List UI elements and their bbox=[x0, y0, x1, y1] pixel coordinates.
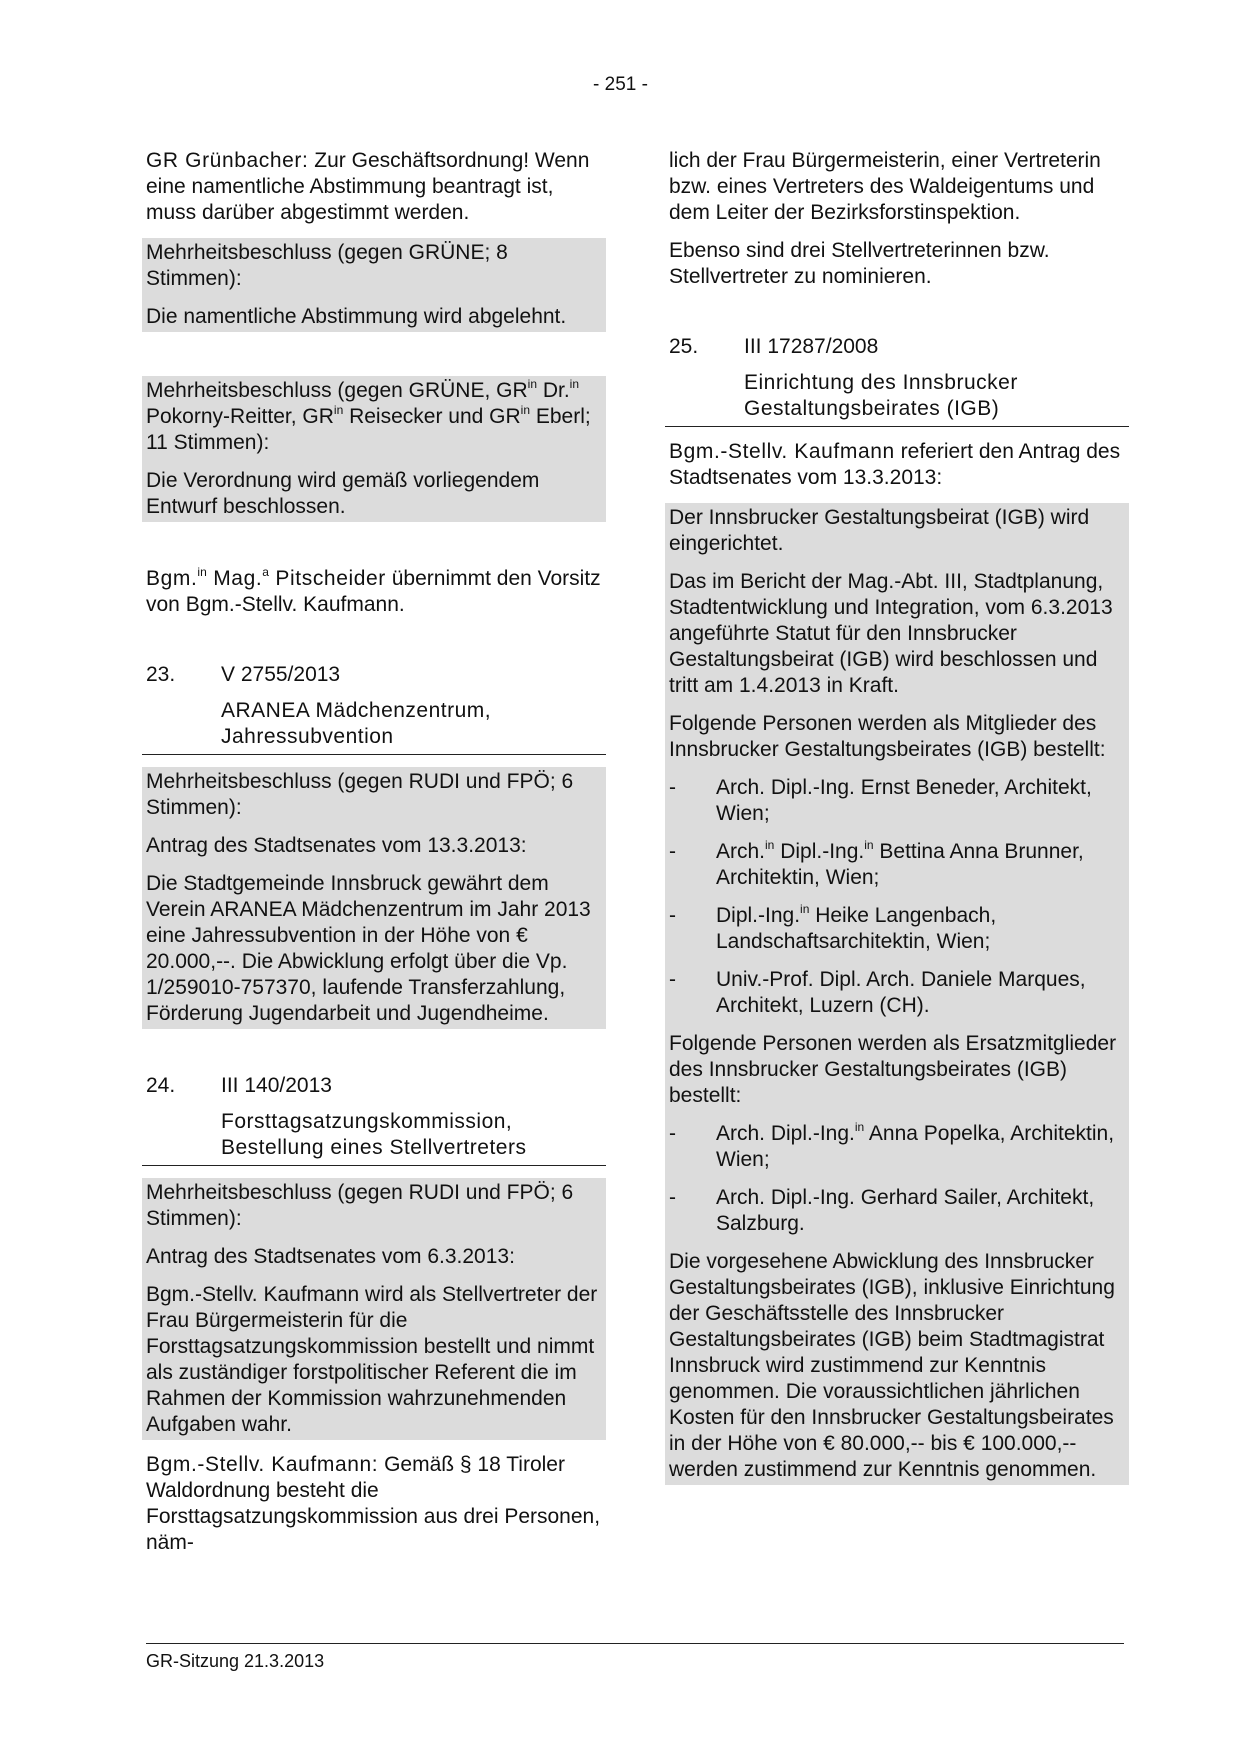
resolution-text: Folgende Personen werden als Ersatzmitglieder des Innsbrucker Gestaltungsbeirates (IGB) bestellt: bbox=[669, 1032, 1117, 1107]
list-item: - Arch. Dipl.-Ing.$^{in}$ Anna Popelka, Architektin, Wien; bbox=[669, 1120, 1115, 1171]
resolution-text: Mehrheitsbeschluss (gegen GRÜNE; 8 Stimmen): bbox=[146, 241, 508, 290]
resolution-text: Der Innsbrucker Gestaltungsbeirat (IGB) wird eingerichtet. bbox=[669, 506, 1090, 555]
resolution-box-4 bbox=[142, 1178, 606, 1440]
item-number: 25. bbox=[669, 335, 699, 358]
resolution-box-3 bbox=[142, 767, 606, 1029]
item-title: Forsttagsatzungskommission, Bestellung eines Stellvertreters bbox=[221, 1110, 527, 1159]
right-column bbox=[669, 148, 1125, 1485]
footer-divider bbox=[146, 1643, 1124, 1644]
speech-kaufmann: Bgm.-Stellv. Kaufmann: Gemäß § 18 Tiroler Waldordnung besteht die Forsttagsatzungskommission aus drei Personen, näm- bbox=[146, 1453, 601, 1554]
left-column bbox=[146, 148, 602, 1556]
list-item: - Arch.$^{in}$ Dipl.-Ing.$^{in}$ Bettina Anna Brunner, Architektin, Wien; bbox=[669, 838, 1084, 889]
agenda-item-25 bbox=[665, 334, 1129, 427]
footer: GR-Sitzung 21.3.2013 bbox=[146, 1651, 325, 1671]
item-reference: III 17287/2008 bbox=[744, 335, 879, 358]
resolution-text: Antrag des Stadtsenates vom 13.3.2013: bbox=[146, 834, 527, 857]
speech-gruenbacher: GR Grünbacher: Zur Geschäftsordnung! Wenn eine namentliche Abstimmung beantragt ist, muss darüber abgestimmt werden. bbox=[146, 149, 590, 224]
paragraph: Ebenso sind drei Stellvertreterinnen bzw. Stellvertreter zu nominieren. bbox=[669, 239, 1050, 288]
resolution-box-5 bbox=[665, 503, 1129, 1485]
resolution-text: Mehrheitsbeschluss (gegen RUDI und FPÖ; 6 Stimmen): bbox=[146, 770, 574, 819]
item-title: ARANEA Mädchenzentrum, Jahressubvention bbox=[221, 699, 492, 748]
item-number: 23. bbox=[146, 663, 176, 686]
list-item: - Dipl.-Ing.$^{in}$ Heike Langenbach, Landschaftsarchitektin, Wien; bbox=[669, 902, 997, 953]
item-reference: V 2755/2013 bbox=[221, 663, 341, 686]
resolution-text: Die vorgesehene Abwicklung des Innsbrucker Gestaltungsbeirates (IGB), inklusive Einrichtung der Geschäftsstelle des Innsbrucker Gestaltungsbeirates (IGB) beim Stadtmagistrat Innsbruck wird zustimmend zur Kenntnis genommen. Die voraussichtlichen jährlichen Kosten für den Innsbrucker Gestaltungsbeirates in der Höhe von € 80.000,-- bis € 100.000,-- werden zustimmend zur Kenntnis genommen. bbox=[669, 1250, 1115, 1481]
agenda-item-24 bbox=[142, 1073, 606, 1166]
paragraph: lich der Frau Bürgermeisterin, einer Vertreterin bzw. eines Vertreters des Waldeigentums und dem Leiter der Bezirksforstinspektion. bbox=[669, 149, 1101, 224]
speaker: Bgm.-Stellv. Kaufmann bbox=[669, 440, 895, 463]
resolution-box-1 bbox=[142, 238, 606, 332]
resolution-box-2 bbox=[142, 376, 606, 522]
item-title: Einrichtung des Innsbrucker Gestaltungsbeirates (IGB) bbox=[744, 371, 1018, 420]
agenda-item-23 bbox=[142, 662, 606, 755]
resolution-text: Antrag des Stadtsenates vom 6.3.2013: bbox=[146, 1245, 515, 1268]
resolution-text: Die Stadtgemeinde Innsbruck gewährt dem Verein ARANEA Mädchenzentrum im Jahr 2013 eine Jahressubvention in der Höhe von € 20.000,--. Die Abwicklung erfolgt über die Vp. 1/259010-757370, laufende Transferzahlung, Förderung Jugendarbeit und Jugendheime. bbox=[146, 872, 591, 1025]
list-item: - Univ.-Prof. Dipl. Arch. Daniele Marques, Architekt, Luzern (CH). bbox=[669, 968, 1086, 1017]
resolution-text: Mehrheitsbeschluss (gegen GRÜNE, $GR^{in}$ Dr.$^{in}$ Pokorny-Reitter, $GR^{in}$ Reisecker und $GR^{in}$ Eberl; 11 Stimmen): bbox=[146, 377, 591, 454]
resolution-text: Die namentliche Abstimmung wird abgelehnt. bbox=[146, 305, 567, 328]
resolution-text: Bgm.-Stellv. Kaufmann wird als Stellvertreter der Frau Bürgermeisterin für die Forsttagsatzungskommission bestellt und nimmt als zuständiger forstpolitischer Referent die im Rahmen der Kommission wahrzunehmenden Aufgaben wahr. bbox=[146, 1283, 598, 1436]
item-number: 24. bbox=[146, 1074, 176, 1097]
resolution-text: Das im Bericht der Mag.-Abt. III, Stadtplanung, Stadtentwicklung und Integration, vom 6.3.2013 angeführte Statut für den Innsbrucker Gestaltungsbeirat (IGB) wird beschlossen und tritt am 1.4.2013 in Kraft. bbox=[669, 570, 1113, 697]
speaker: Bgm.-Stellv. Kaufmann: bbox=[146, 1453, 379, 1476]
resolution-text: Die Verordnung wird gemäß vorliegendem Entwurf beschlossen. bbox=[146, 469, 540, 518]
speaker: GR Grünbacher: bbox=[146, 149, 309, 172]
list-item: - Arch. Dipl.-Ing. Gerhard Sailer, Architekt, Salzburg. bbox=[669, 1186, 1095, 1235]
resolution-text: Folgende Personen werden als Mitglieder des Innsbrucker Gestaltungsbeirates (IGB) bestellt: bbox=[669, 712, 1106, 761]
list-item: - Arch. Dipl.-Ing. Ernst Beneder, Architekt, Wien; bbox=[669, 776, 1092, 825]
item-reference: III 140/2013 bbox=[221, 1074, 332, 1097]
page-number: - 251 - bbox=[593, 74, 648, 95]
chair-change: Bgm.$^{in}$ Mag.$^a$ Pitscheider übernimmt den Vorsitz von Bgm.-Stellv. Kaufmann. bbox=[146, 565, 601, 616]
speech-kaufmann-report: Bgm.-Stellv. Kaufmann referiert den Antrag des Stadtsenates vom 13.3.2013: bbox=[669, 440, 1121, 489]
resolution-text: Mehrheitsbeschluss (gegen RUDI und FPÖ; 6 Stimmen): bbox=[146, 1181, 574, 1230]
